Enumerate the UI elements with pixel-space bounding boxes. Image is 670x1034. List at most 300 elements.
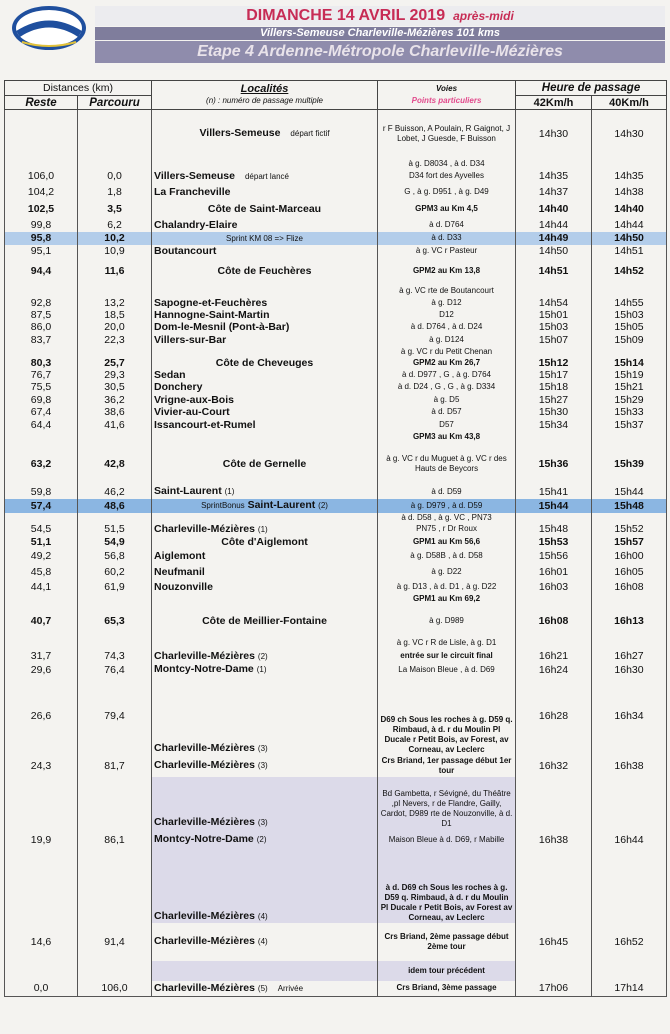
parcouru-cell: 10,9	[78, 245, 152, 258]
parcouru-cell: 86,1	[78, 829, 152, 851]
localite-name: Charleville-Mézières	[154, 522, 255, 535]
time-40-cell: 14h38	[592, 183, 667, 201]
time-40-cell: 15h09	[592, 334, 667, 347]
time-40-cell	[592, 594, 667, 605]
parcouru-cell: 106,0	[78, 981, 152, 997]
parcouru-cell: 18,5	[78, 309, 152, 321]
localite-cell	[152, 650, 378, 663]
voie-cell: D57	[378, 418, 516, 432]
time-42-cell: 15h30	[516, 406, 592, 418]
voie-cell: à g. VC r Pasteur	[378, 245, 516, 258]
time-40-cell: 15h44	[592, 485, 667, 499]
parcouru-cell: 91,4	[78, 923, 152, 961]
table-row	[5, 334, 667, 347]
table-row	[5, 357, 667, 369]
table-row	[5, 321, 667, 334]
period-text: après-midi	[453, 9, 514, 23]
localite-name: La Francheville	[154, 185, 231, 198]
time-40-cell: 16h34	[592, 677, 667, 755]
voie-cell: D12	[378, 309, 516, 321]
voie-cell: à g. D979 , à d. D59	[378, 499, 516, 513]
parcouru-cell: 76,4	[78, 663, 152, 677]
parcouru-cell: 1,8	[78, 183, 152, 201]
time-42-cell	[516, 961, 592, 981]
reste-cell	[5, 432, 78, 443]
time-42-cell: 14h35	[516, 170, 592, 183]
header	[0, 0, 670, 70]
localite-cell	[152, 258, 378, 285]
distances-header: Distances (km)	[5, 81, 152, 96]
time-42-cell	[516, 851, 592, 923]
voie-cell: entrée sur le circuit final	[378, 650, 516, 663]
time-42-cell: 14h44	[516, 218, 592, 232]
time-40-cell: 15h37	[592, 418, 667, 432]
voie-cell: D69 ch Sous les roches à g. D59 q. Rimbaud, à d. r du Moulin Pl Ducale r Petit Bois, av Forest, av Corneau, av Leclerc	[378, 677, 516, 755]
reste-cell	[5, 777, 78, 829]
voie-cell: Maison Bleue à d. D69, r Mabille	[378, 829, 516, 851]
table-row	[5, 218, 667, 232]
localite-name: Hannogne-Saint-Martin	[154, 308, 270, 321]
localite-name: Donchery	[154, 381, 203, 393]
reste-cell: 94,4	[5, 258, 78, 285]
localite-name: Issancourt-et-Rumel	[154, 418, 256, 431]
localite-cell	[152, 334, 378, 347]
reste-cell: 57,4	[5, 499, 78, 513]
reste-cell: 49,2	[5, 548, 78, 564]
localite-name: Côte de Gernelle	[222, 457, 307, 470]
voie-cell: Bd Gambetta, r Sévigné, du Théâtre ,pl Nevers, r de Flandre, Gailly, Cardot, D989 rte de Nouzonville, à d. D1	[378, 777, 516, 829]
passage-number: (2)	[318, 501, 328, 510]
time-40-cell: 15h21	[592, 381, 667, 394]
reste-cell: 95,1	[5, 245, 78, 258]
table-row	[5, 961, 667, 981]
time-42-cell: 15h36	[516, 443, 592, 485]
reste-cell: 59,8	[5, 485, 78, 499]
parcouru-cell: 36,2	[78, 394, 152, 406]
parcouru-cell	[78, 285, 152, 297]
localite-name: Côte de Saint-Marceau	[207, 203, 322, 215]
localite-name: Saint-Laurent	[154, 485, 222, 497]
localite-name: Montcy-Notre-Dame	[154, 663, 254, 675]
reste-header: Reste	[5, 96, 78, 110]
localite-cell	[152, 443, 378, 485]
localite-name: Charleville-Mézières	[154, 909, 255, 922]
voie-cell: à g. D8034 , à d. D34	[378, 158, 516, 170]
table-row	[5, 158, 667, 170]
voie-cell: Crs Briand, 1er passage début 1er tour	[378, 755, 516, 777]
table-row	[5, 418, 667, 432]
table-row	[5, 369, 667, 381]
voie-cell: GPM3 au Km 4,5	[378, 201, 516, 218]
time-40-cell	[592, 432, 667, 443]
voie-cell: à g. D124	[378, 334, 516, 347]
passage-number: (4)	[257, 937, 268, 946]
time-40-cell	[592, 513, 667, 523]
localite-cell	[152, 523, 378, 536]
table-row	[5, 485, 667, 499]
passage-number: (3)	[257, 743, 268, 753]
localite-cell	[152, 347, 378, 357]
reste-cell	[5, 347, 78, 357]
time-42-cell: 16h45	[516, 923, 592, 961]
voie-cell: à g. D12	[378, 297, 516, 309]
localite-cell	[152, 321, 378, 334]
voie-cell: à d. D24 , G , G , à g. D334	[378, 381, 516, 394]
parcouru-cell: 48,6	[78, 499, 152, 513]
parcouru-cell	[78, 961, 152, 981]
table-row	[5, 245, 667, 258]
parcouru-cell: 6,2	[78, 218, 152, 232]
localite-cell	[152, 170, 378, 183]
parcouru-cell: 56,8	[78, 548, 152, 564]
localite-cell	[152, 923, 378, 961]
voie-cell: GPM2 au Km 26,7	[378, 357, 516, 369]
time-42-cell: 15h01	[516, 309, 592, 321]
localite-name: Vivier-au-Court	[154, 405, 230, 418]
reste-cell	[5, 961, 78, 981]
localite-name: Sapogne-et-Feuchères	[154, 296, 268, 309]
parcouru-cell: 38,6	[78, 406, 152, 418]
table-row	[5, 285, 667, 297]
table-row	[5, 110, 667, 158]
reste-cell: 54,5	[5, 523, 78, 536]
voie-cell: à d. D764 , à d. D24	[378, 321, 516, 334]
time-40-cell	[592, 158, 667, 170]
localite-cell	[152, 218, 378, 232]
time-40-cell: 15h03	[592, 309, 667, 321]
table-row	[5, 232, 667, 245]
time-40-cell: 14h40	[592, 201, 667, 218]
localite-cell	[152, 981, 378, 997]
parcouru-cell: 20,0	[78, 321, 152, 334]
localite-name: Côte d'Aiglemont	[221, 535, 308, 548]
voie-cell: r F Buisson, A Poulain, R Gaignot, J Lobet, J Guesde, F Buisson	[378, 110, 516, 158]
passage-number: (2)	[257, 651, 268, 661]
localite-cell	[152, 637, 378, 650]
table-row	[5, 650, 667, 663]
time-40-cell: 14h30	[592, 110, 667, 158]
localite-name: Charleville-Mézières	[154, 741, 255, 754]
localite-cell	[152, 663, 378, 677]
time-42-cell: 16h03	[516, 580, 592, 594]
reste-cell: 106,0	[5, 170, 78, 183]
parcouru-cell: 74,3	[78, 650, 152, 663]
localite-cell	[152, 536, 378, 548]
voie-cell: à g. D5	[378, 394, 516, 406]
time-40-cell: 16h00	[592, 548, 667, 564]
voie-cell: à g. D989	[378, 605, 516, 637]
parcouru-cell	[78, 110, 152, 158]
time-42-cell	[516, 285, 592, 297]
localite-name: Boutancourt	[154, 245, 217, 257]
time-40-cell: 14h51	[592, 245, 667, 258]
localite-name: Aiglemont	[154, 549, 206, 562]
localite-name: Villers-Semeuse	[154, 169, 235, 182]
reste-cell: 95,8	[5, 232, 78, 245]
speed-40-header: 40Km/h	[592, 96, 667, 110]
time-40-cell: 15h57	[592, 536, 667, 548]
localite-cell	[152, 564, 378, 580]
localite-note: départ lancé	[244, 171, 289, 181]
localite-name: Côte de Meillier-Fontaine	[202, 614, 327, 627]
parcouru-cell: 51,5	[78, 523, 152, 536]
table-row	[5, 564, 667, 580]
reste-cell: 87,5	[5, 309, 78, 321]
time-42-cell: 16h32	[516, 755, 592, 777]
time-42-cell: 16h24	[516, 663, 592, 677]
time-40-cell: 15h39	[592, 443, 667, 485]
parcouru-cell: 60,2	[78, 564, 152, 580]
sprint-label: Sprint KM 08 => Flize	[226, 233, 303, 243]
reste-cell	[5, 110, 78, 158]
voie-cell: à d. D57	[378, 406, 516, 418]
time-40-cell: 16h13	[592, 605, 667, 637]
reste-cell: 24,3	[5, 755, 78, 777]
parcouru-cell: 0,0	[78, 170, 152, 183]
time-40-cell: 15h33	[592, 406, 667, 418]
time-42-cell: 14h51	[516, 258, 592, 285]
voie-cell: à g. VC r du Muguet à g. VC r des Hauts de Beycors	[378, 443, 516, 485]
localite-name: Côte de Cheveuges	[215, 356, 314, 369]
localites-title: Localités	[240, 83, 289, 95]
localite-cell	[152, 110, 378, 158]
parcouru-cell	[78, 594, 152, 605]
parcouru-cell: 29,3	[78, 369, 152, 381]
time-40-cell: 16h44	[592, 829, 667, 851]
parcouru-cell	[78, 432, 152, 443]
passage-number: (1)	[257, 524, 268, 534]
reste-cell: 99,8	[5, 218, 78, 232]
parcouru-cell: 3,5	[78, 201, 152, 218]
time-40-cell: 14h55	[592, 297, 667, 309]
circuit-ardennes-logo	[10, 4, 88, 52]
time-42-cell: 14h50	[516, 245, 592, 258]
localite-cell	[152, 418, 378, 432]
reste-cell: 69,8	[5, 394, 78, 406]
localite-cell	[152, 755, 378, 777]
time-42-cell: 15h44	[516, 499, 592, 513]
table-row	[5, 777, 667, 829]
localite-name: Charleville-Mézières	[154, 815, 255, 828]
parcouru-cell: 79,4	[78, 677, 152, 755]
reste-cell: 63,2	[5, 443, 78, 485]
voie-cell: à g. VC rte de Boutancourt	[378, 285, 516, 297]
localite-name: Charleville-Mézières	[154, 759, 255, 771]
parcouru-cell: 42,8	[78, 443, 152, 485]
reste-cell: 31,7	[5, 650, 78, 663]
route-banner: Villers-Semeuse Charleville-Mézières 101 kms	[95, 27, 665, 40]
reste-cell: 26,6	[5, 677, 78, 755]
parcouru-header: Parcouru	[78, 96, 152, 110]
localite-cell	[152, 548, 378, 564]
passage-number: (3)	[257, 761, 268, 770]
passage-number: (1)	[256, 665, 267, 674]
time-42-cell: 16h28	[516, 677, 592, 755]
reste-cell: 76,7	[5, 369, 78, 381]
table-row	[5, 297, 667, 309]
voie-cell: à d. D69 ch Sous les roches à g. D59 q. Rimbaud, à d. r du Moulin Pl Ducale r Petit Bois, av Forest av Corneau, av Leclerc	[378, 851, 516, 923]
time-40-cell: 16h38	[592, 755, 667, 777]
reste-cell: 45,8	[5, 564, 78, 580]
localite-name: Villers-Semeuse	[199, 127, 281, 140]
table-row	[5, 499, 667, 513]
time-40-cell: 15h05	[592, 321, 667, 334]
localite-cell	[152, 605, 378, 637]
speed-42-header: 42Km/h	[516, 96, 592, 110]
heure-header: Heure de passage	[516, 81, 667, 96]
reste-cell: 64,4	[5, 418, 78, 432]
time-42-cell: 16h01	[516, 564, 592, 580]
table-row	[5, 981, 667, 997]
time-40-cell: 16h08	[592, 580, 667, 594]
localite-cell	[152, 513, 378, 523]
table-row	[5, 432, 667, 443]
time-42-cell: 14h54	[516, 297, 592, 309]
time-40-cell: 15h48	[592, 499, 667, 513]
table-row	[5, 443, 667, 485]
table-row	[5, 663, 667, 677]
reste-cell	[5, 285, 78, 297]
localite-cell	[152, 594, 378, 605]
localite-name: Villers-sur-Bar	[154, 334, 227, 346]
localite-cell	[152, 394, 378, 406]
time-42-cell: 15h18	[516, 381, 592, 394]
voie-cell: GPM1 au Km 69,2	[378, 594, 516, 605]
parcouru-cell: 11,6	[78, 258, 152, 285]
time-40-cell	[592, 851, 667, 923]
localite-name: Neufmanil	[154, 565, 205, 578]
localite-cell	[152, 829, 378, 851]
table-row	[5, 637, 667, 650]
voie-cell: à d. D764	[378, 218, 516, 232]
voie-cell: GPM1 au Km 56,6	[378, 536, 516, 548]
table-row	[5, 677, 667, 755]
time-42-cell: 15h48	[516, 523, 592, 536]
localite-name: Nouzonville	[154, 580, 213, 593]
time-40-cell	[592, 347, 667, 357]
reste-cell	[5, 637, 78, 650]
localite-cell	[152, 201, 378, 218]
localite-cell	[152, 369, 378, 381]
time-42-cell	[516, 158, 592, 170]
reste-cell: 51,1	[5, 536, 78, 548]
voie-cell: G , à g. D951 , à g. D49	[378, 183, 516, 201]
localite-name: Montcy-Notre-Dame	[154, 833, 254, 845]
parcouru-cell	[78, 347, 152, 357]
time-42-cell: 15h03	[516, 321, 592, 334]
sprint-bonus-label: SprintBonus	[201, 501, 245, 510]
time-40-cell: 16h52	[592, 923, 667, 961]
voie-cell: à g. D58B , à d. D58	[378, 548, 516, 564]
passage-number: (4)	[257, 911, 268, 921]
localites-header	[152, 81, 378, 110]
time-40-cell: 14h50	[592, 232, 667, 245]
reste-cell: 40,7	[5, 605, 78, 637]
parcouru-cell: 61,9	[78, 580, 152, 594]
voie-cell: Crs Briand, 3ème passage	[378, 981, 516, 997]
reste-cell: 29,6	[5, 663, 78, 677]
voie-cell: à g. VC r du Petit Chenan	[378, 347, 516, 357]
localite-cell	[152, 961, 378, 981]
voie-cell: GPM2 au Km 13,8	[378, 258, 516, 285]
localite-name: Charleville-Mézières	[154, 649, 255, 662]
localite-name: Charleville-Mézières	[154, 935, 255, 947]
table-row	[5, 381, 667, 394]
localite-cell	[152, 406, 378, 418]
voie-cell: à d. D59	[378, 485, 516, 499]
time-42-cell	[516, 513, 592, 523]
voie-cell: La Maison Bleue , à d. D69	[378, 663, 516, 677]
parcouru-cell	[78, 637, 152, 650]
time-40-cell: 17h14	[592, 981, 667, 997]
localite-cell	[152, 309, 378, 321]
table-row	[5, 923, 667, 961]
localite-cell	[152, 499, 378, 513]
table-row	[5, 347, 667, 357]
time-42-cell: 14h37	[516, 183, 592, 201]
localite-name: Sedan	[154, 368, 186, 381]
reste-cell: 104,2	[5, 183, 78, 201]
parcouru-cell: 81,7	[78, 755, 152, 777]
localite-cell	[152, 777, 378, 829]
localite-cell	[152, 245, 378, 258]
localite-cell	[152, 357, 378, 369]
passage-number: (5)	[257, 983, 268, 993]
time-42-cell: 15h17	[516, 369, 592, 381]
time-42-cell	[516, 777, 592, 829]
table-row	[5, 258, 667, 285]
parcouru-cell	[78, 851, 152, 923]
localite-name: Vrigne-aux-Bois	[154, 393, 234, 406]
reste-cell: 14,6	[5, 923, 78, 961]
localite-name: Dom-le-Mesnil (Pont-à-Bar)	[154, 321, 290, 333]
voie-cell: à d. D33	[378, 232, 516, 245]
localite-name: Chalandry-Elaire	[154, 218, 238, 231]
reste-cell	[5, 851, 78, 923]
time-42-cell	[516, 594, 592, 605]
localite-cell	[152, 381, 378, 394]
parcouru-cell: 65,3	[78, 605, 152, 637]
parcouru-cell: 13,2	[78, 297, 152, 309]
localite-note: départ fictif	[290, 129, 330, 139]
timetable-body	[5, 110, 667, 997]
reste-cell: 44,1	[5, 580, 78, 594]
reste-cell: 67,4	[5, 406, 78, 418]
time-40-cell: 14h35	[592, 170, 667, 183]
parcouru-cell: 41,6	[78, 418, 152, 432]
voie-cell: à g. VC r R de Lisle, à g. D1	[378, 637, 516, 650]
table-row	[5, 523, 667, 536]
time-42-cell	[516, 347, 592, 357]
localite-note: Arrivée	[277, 983, 304, 993]
parcouru-cell: 25,7	[78, 357, 152, 369]
time-40-cell: 15h52	[592, 523, 667, 536]
time-42-cell: 15h12	[516, 357, 592, 369]
localite-cell	[152, 297, 378, 309]
voie-cell: à d. D58 , à g. VC , PN73	[378, 513, 516, 523]
localite-cell	[152, 285, 378, 297]
time-42-cell: 16h38	[516, 829, 592, 851]
parcouru-cell: 46,2	[78, 485, 152, 499]
passage-number: (1)	[224, 487, 235, 496]
localite-name: Saint-Laurent	[247, 499, 316, 511]
time-40-cell: 14h44	[592, 218, 667, 232]
table-row	[5, 536, 667, 548]
parcouru-cell	[78, 777, 152, 829]
localite-cell	[152, 158, 378, 170]
parcouru-cell: 22,3	[78, 334, 152, 347]
localite-name: Côte de Feuchères	[217, 265, 312, 277]
